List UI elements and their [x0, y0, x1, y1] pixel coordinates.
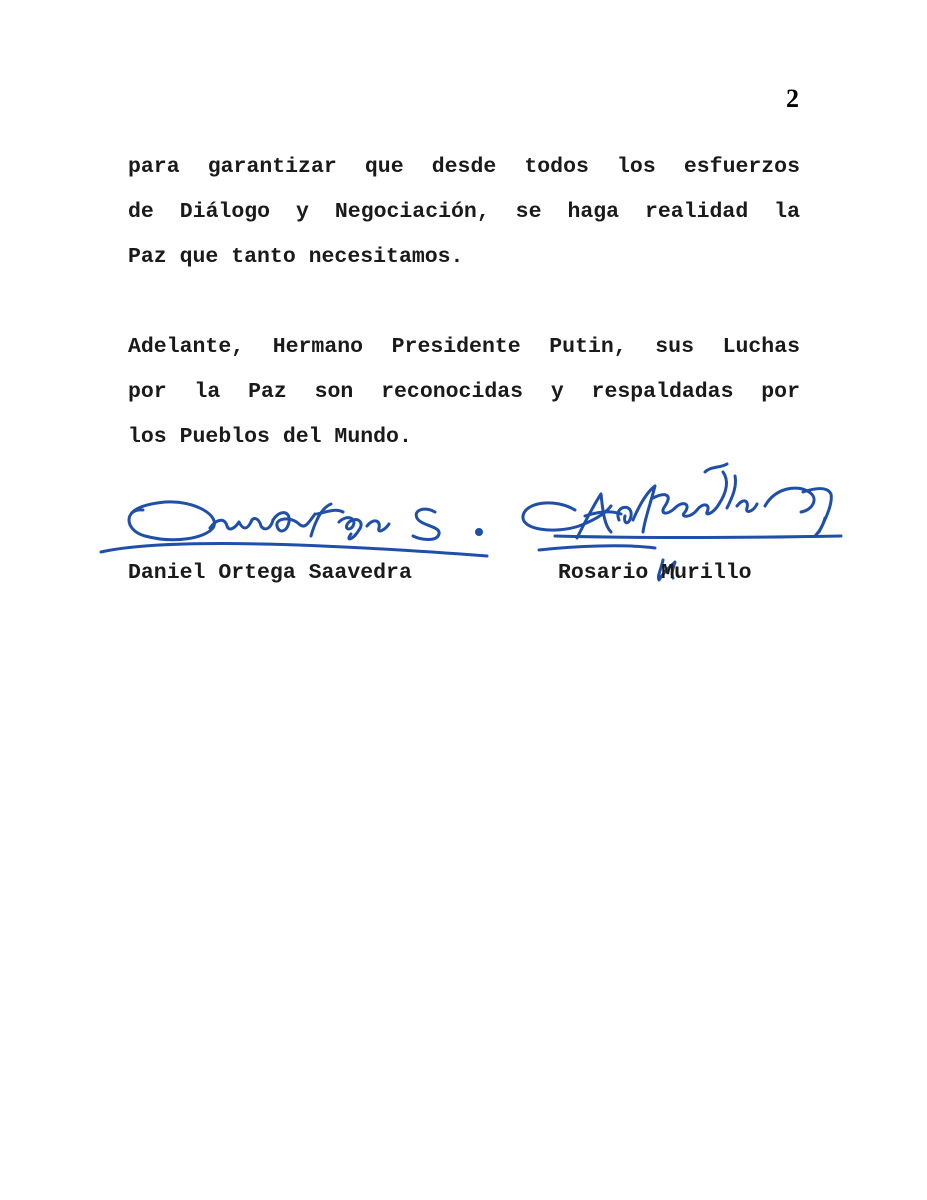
paragraph-1: [128, 145, 800, 280]
signature-name-left: Daniel Ortega Saavedra: [128, 561, 412, 585]
signature-name-right: Rosario Murillo: [558, 561, 752, 585]
signature-daniel-ortega: [95, 478, 495, 568]
paragraph-line: los Pueblos del Mundo.: [128, 425, 412, 449]
paragraph-line: Adelante, Hermano Presidente Putin, sus Luchas: [128, 335, 800, 359]
paragraph-line: Paz que tanto necesitamos.: [128, 245, 464, 269]
page-number: 2: [786, 84, 799, 113]
paragraph-line: por la Paz son reconocidas y respaldadas por: [128, 380, 800, 404]
paragraph-2: [128, 325, 800, 460]
paragraph-line: para garantizar que desde todos los esfuerzos: [128, 155, 800, 179]
paragraph-line: de Diálogo y Negociación, se haga realidad la: [128, 200, 800, 224]
